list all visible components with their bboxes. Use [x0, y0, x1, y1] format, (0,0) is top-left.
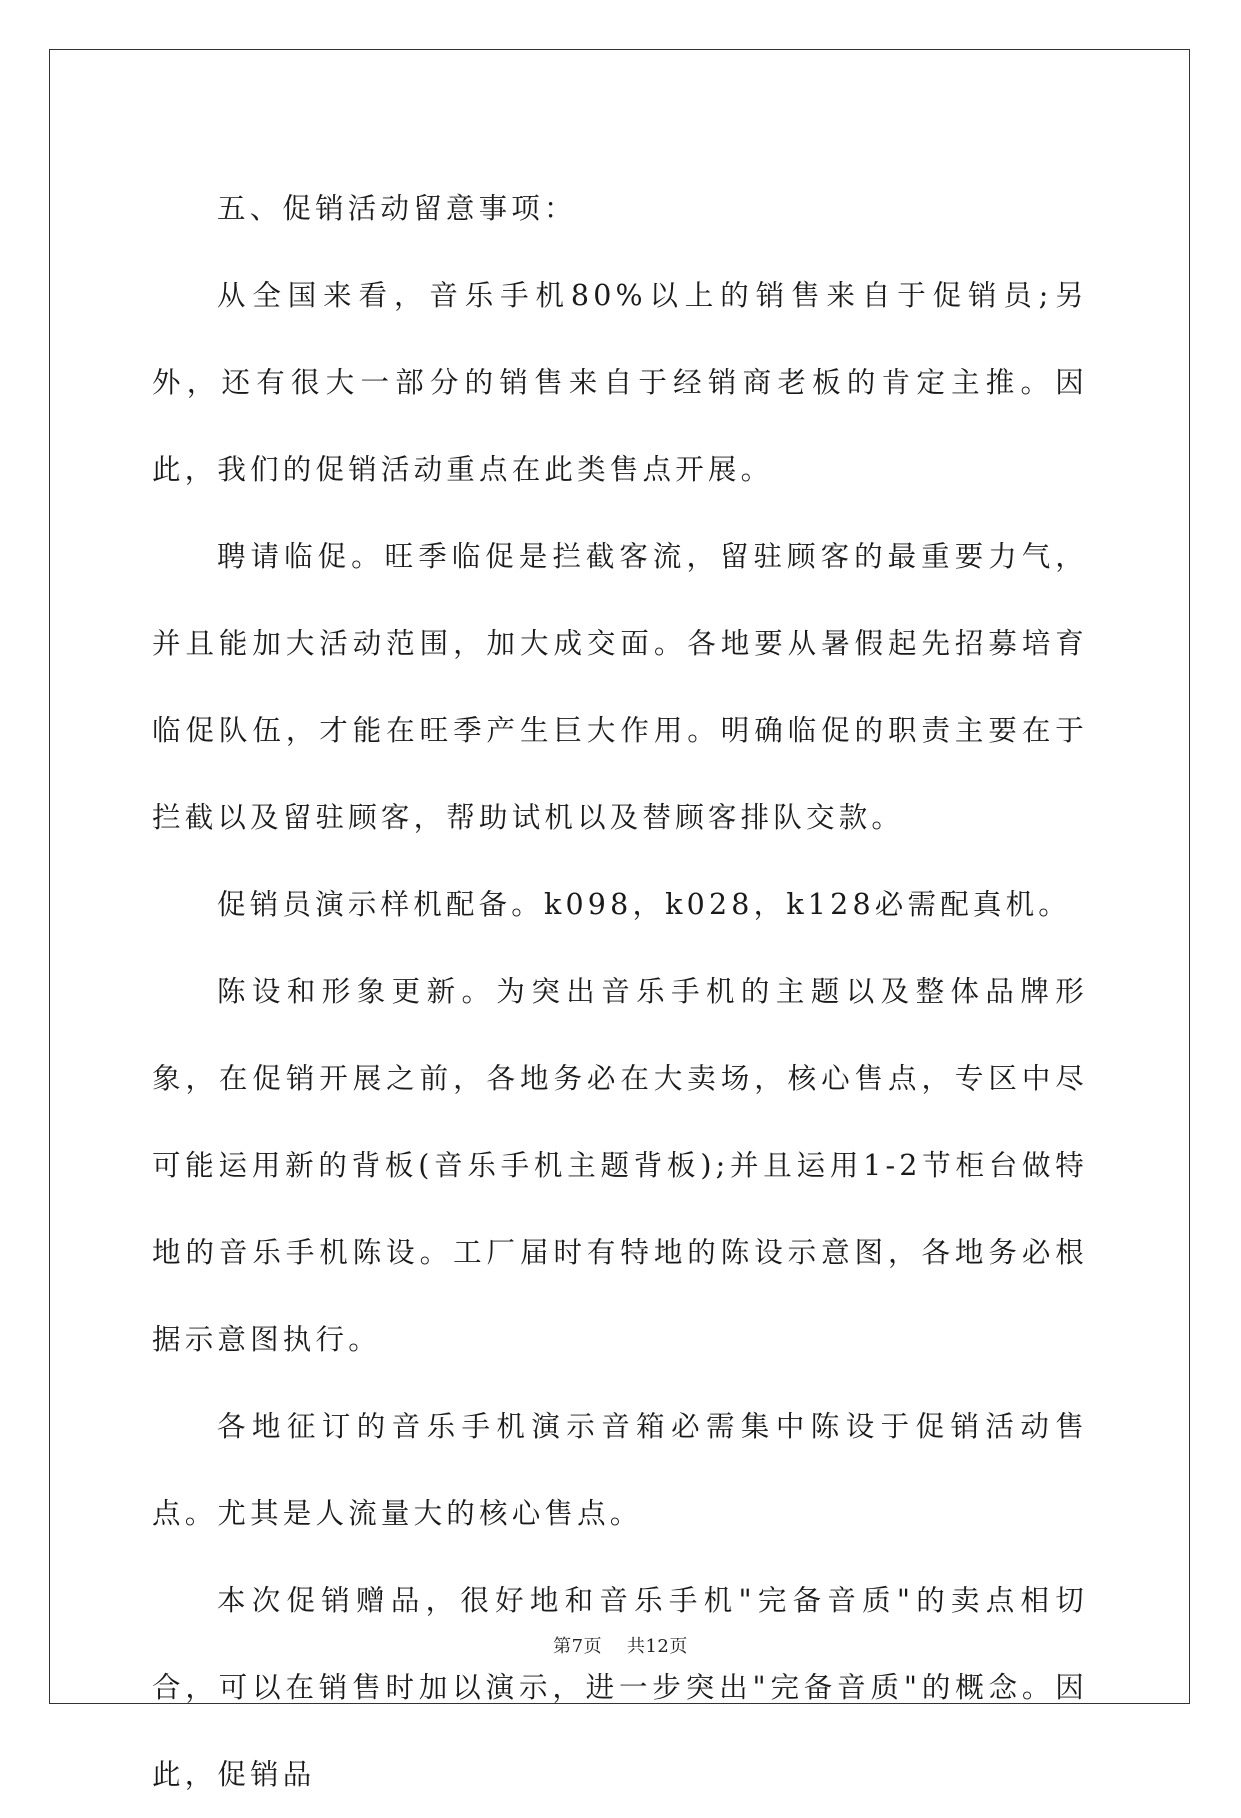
paragraph: 陈设和形象更新。为突出音乐手机的主题以及整体品牌形象，在促销开展之前，各地务必在大卖场，核心售点，专区中尽可能运用新的背板(音乐手机主题背板);并且运用1-2节柜台做特地的音乐手机陈设。工厂届时有特地的陈设示意图，各地务必根据示意图执行。: [152, 975, 1088, 1356]
paragraph: 聘请临促。旺季临促是拦截客流，留驻顾客的最重要力气，并且能加大活动范围，加大成交面。各地要从暑假起先招募培育临促队伍，才能在旺季产生巨大作用。明确临促的职责主要在于拦截以及留驻顾客，帮助试机以及替顾客排队交款。: [152, 540, 1088, 834]
section-heading: 五、促销活动留意事项：: [217, 192, 577, 225]
page-footer: [0, 1632, 1241, 1658]
paragraph: 从全国来看，音乐手机80%以上的销售来自于促销员;另外，还有很大一部分的销售来自于经销商老板的肯定主推。因此，我们的促销活动重点在此类售点开展。: [152, 279, 1088, 486]
paragraph: 各地征订的音乐手机演示音箱必需集中陈设于促销活动售点。尤其是人流量大的核心售点。: [152, 1410, 1088, 1530]
paragraph: 促销员演示样机配备。k098，k028，k128必需配真机。: [217, 888, 1072, 921]
page-total: 共12页: [626, 1636, 688, 1657]
document-body: [152, 165, 1088, 1818]
page-number: 第7页: [553, 1636, 603, 1657]
paragraph: 本次促销赠品，很好地和音乐手机"完备音质"的卖点相切合，可以在销售时加以演示，进一步突出"完备音质"的概念。因此，促销品: [152, 1584, 1088, 1791]
